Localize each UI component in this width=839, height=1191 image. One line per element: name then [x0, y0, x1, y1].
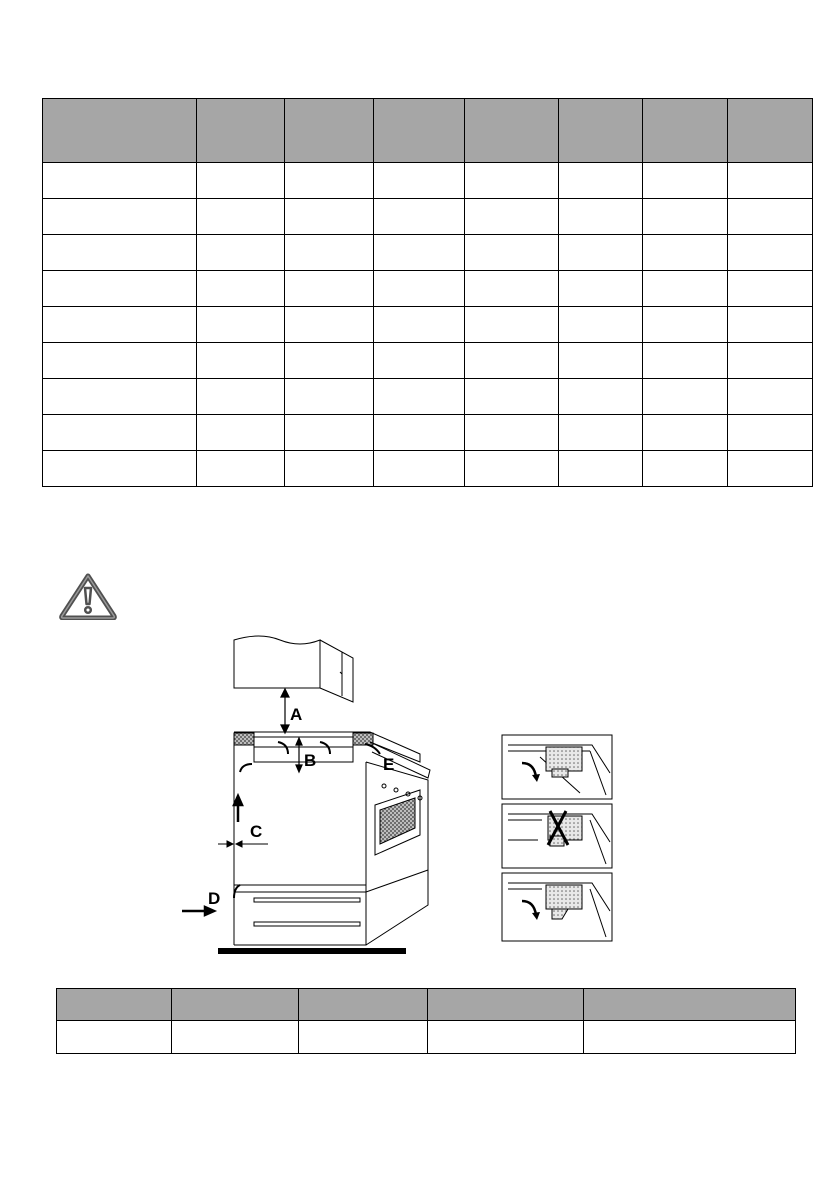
- label-d: D: [208, 889, 221, 908]
- clearance-header-cell: [584, 989, 796, 1021]
- dimension-c-arrow: [218, 841, 268, 847]
- detail-panel-correct-1: [502, 735, 612, 799]
- detail-panels: [500, 733, 618, 945]
- label-e: E: [383, 755, 395, 774]
- table-row: [43, 163, 813, 199]
- table-row: [43, 199, 813, 235]
- spec-header-row: [43, 99, 813, 163]
- floor-line: [218, 948, 406, 954]
- table-row: [57, 1021, 796, 1054]
- spec-header-cell: [374, 99, 465, 163]
- clearance-header-cell: [299, 989, 428, 1021]
- detail-panel-correct-2: [502, 873, 612, 941]
- clearance-header-row: [57, 989, 796, 1021]
- clearance-header-cell: [172, 989, 299, 1021]
- installation-diagram: [170, 630, 450, 960]
- spec-table: [42, 98, 813, 487]
- clearance-header-cell: [57, 989, 172, 1021]
- cooker-body: [234, 745, 428, 945]
- label-a: A: [290, 705, 303, 724]
- table-row: [43, 235, 813, 271]
- clearance-header-cell: [428, 989, 584, 1021]
- spec-header-cell: [285, 99, 374, 163]
- spec-header-cell: [559, 99, 643, 163]
- warning-triangle-icon: [58, 572, 118, 620]
- table-row: [43, 415, 813, 451]
- table-row: [43, 379, 813, 415]
- side-airflow-arrow: [234, 796, 242, 822]
- table-row: [43, 307, 813, 343]
- dimension-b-arrow: [296, 738, 302, 772]
- spec-header-cell: [197, 99, 285, 163]
- countertop: [234, 732, 430, 778]
- label-c: C: [250, 822, 263, 841]
- detail-panel-incorrect: [502, 804, 612, 868]
- clearance-table: [56, 988, 796, 1054]
- spec-header-cell: [43, 99, 197, 163]
- table-row: [43, 343, 813, 379]
- label-b: B: [304, 751, 317, 770]
- spec-header-cell: [728, 99, 813, 163]
- table-row: [43, 451, 813, 487]
- table-row: [43, 271, 813, 307]
- spec-header-cell: [643, 99, 728, 163]
- spec-header-cell: [465, 99, 559, 163]
- wall-cabinet: [234, 636, 353, 702]
- dimension-a-arrow: [281, 689, 289, 733]
